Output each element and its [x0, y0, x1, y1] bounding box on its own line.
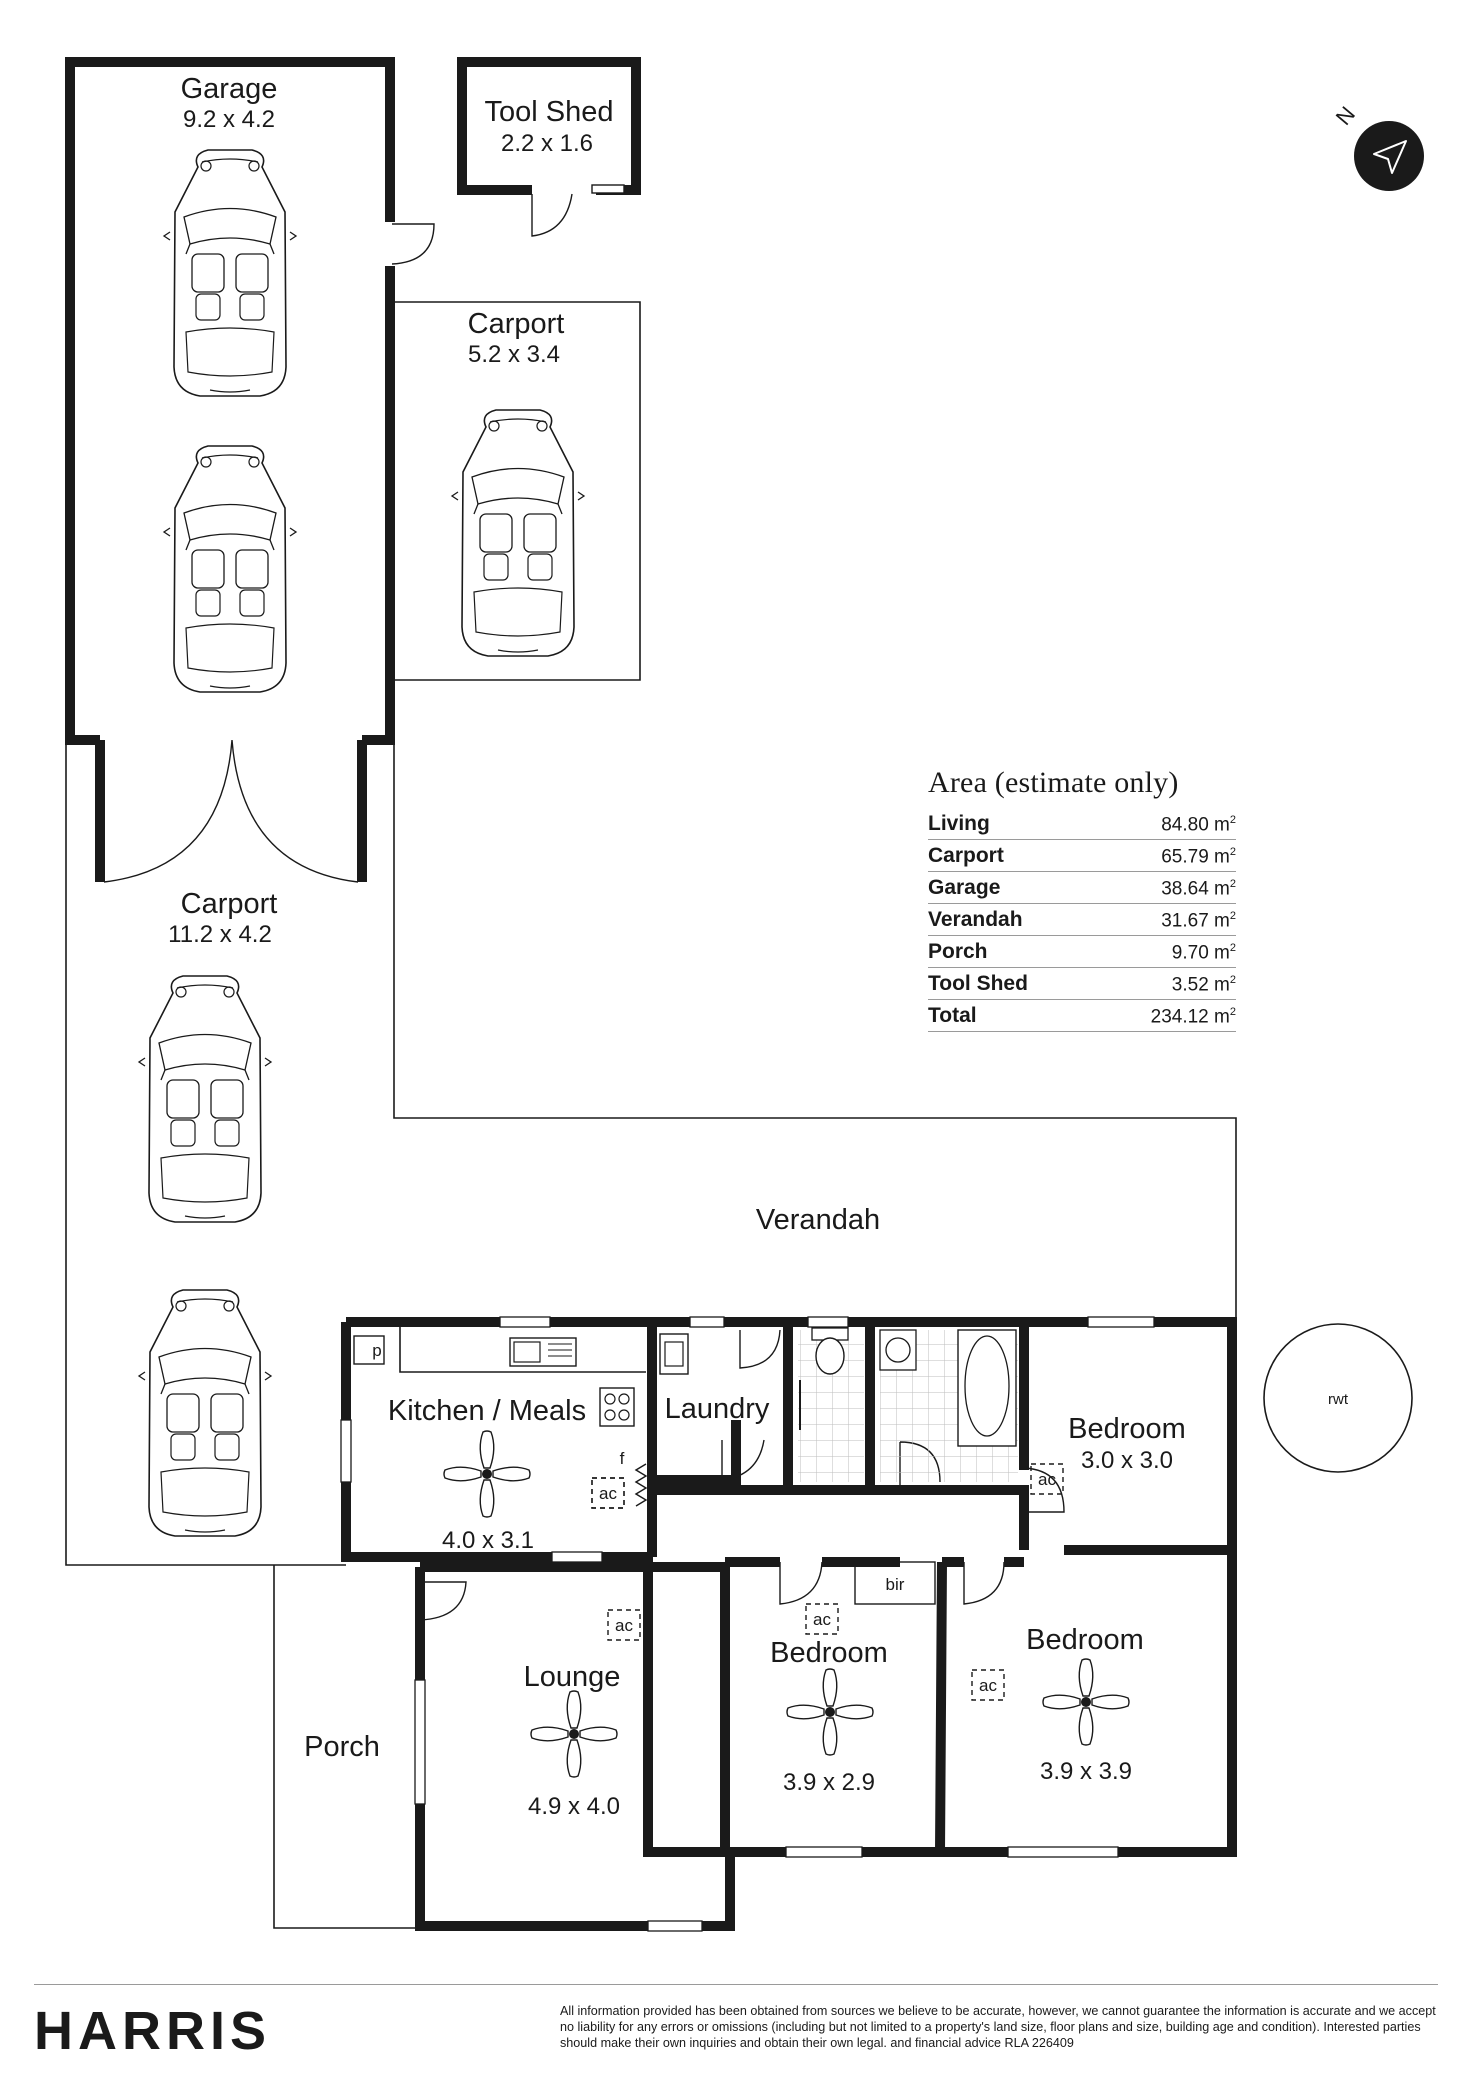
area-row-living: [928, 808, 1236, 840]
area-row-name: Porch: [928, 940, 988, 963]
ceiling-fan-icon: [1043, 1659, 1129, 1745]
bedroom-1-name: Bedroom: [1068, 1413, 1186, 1445]
area-row-garage: [928, 872, 1236, 904]
area-row-name: Garage: [928, 876, 1001, 899]
footer-divider: [34, 1984, 1438, 1985]
ceiling-fan-icon: [531, 1691, 617, 1777]
bedroom-1-dims: 3.0 x 3.0: [1080, 1447, 1174, 1474]
area-row-porch: [928, 936, 1236, 968]
kitchen-dims: 4.0 x 3.1: [441, 1527, 535, 1554]
compass-icon: [1354, 121, 1424, 191]
area-row-name: Verandah: [928, 908, 1023, 931]
area-row-tool-shed: [928, 968, 1236, 1000]
area-row-value: 234.12 $m^2$: [1150, 1005, 1236, 1027]
area-row-name: Carport: [928, 844, 1004, 867]
garage-side-door: [392, 224, 434, 264]
car-icon: [139, 1290, 271, 1536]
ac-label: ac: [979, 1676, 997, 1695]
carport-small-dims: 5.2 x 3.4: [467, 341, 561, 368]
ac-label: ac: [615, 1616, 633, 1635]
carport-small-name: Carport: [467, 308, 565, 340]
ac-label: ac: [1038, 1470, 1056, 1489]
porch-name: Porch: [304, 1731, 380, 1763]
disclaimer-text: All information provided has been obtained from sources we believe to be accurate, however, we cannot guarantee the information is accurate and we accept no liability for any errors or omissions (including but not limited to a property's land size, floor plans and size, building age and condition). Interested parties should make their own inquiries and obtain their own legal. and financial advice RLA 226409: [560, 2004, 1436, 2050]
area-table-title: Area (estimate only): [928, 766, 1179, 799]
garage-door: [104, 740, 358, 882]
lounge-name: Lounge: [523, 1661, 621, 1693]
car-icon: [139, 976, 271, 1222]
area-row-value: 84.80 $m^2$: [1161, 813, 1236, 835]
bedroom-3-dims: 3.9 x 3.9: [1039, 1758, 1133, 1785]
bir-label: bir: [885, 1575, 905, 1594]
area-row-value: 3.52 $m^2$: [1171, 973, 1236, 995]
bedroom-3-name: Bedroom: [1026, 1624, 1144, 1656]
ac-label: ac: [599, 1484, 617, 1503]
laundry-name: Laundry: [664, 1393, 770, 1425]
lounge-dims: 4.9 x 4.0: [527, 1793, 621, 1820]
ceiling-fan-icon: [787, 1669, 873, 1755]
area-row-value: 9.70 $m^2$: [1171, 941, 1236, 963]
area-row-value: 38.64 $m^2$: [1161, 877, 1236, 899]
area-row-value: 65.79 $m^2$: [1161, 845, 1236, 867]
area-row-name: Living: [928, 812, 990, 835]
verandah-name: Verandah: [755, 1204, 881, 1236]
carport-large-dims: 11.2 x 4.2: [168, 921, 272, 948]
area-row-name: Tool Shed: [928, 972, 1028, 995]
area-table: [928, 766, 1236, 1032]
compass: [1331, 102, 1424, 191]
area-row-carport: [928, 840, 1236, 872]
rwt-label: rwt: [1328, 1391, 1348, 1408]
garage-dims: 9.2 x 4.2: [182, 106, 276, 133]
area-row-total: [928, 1000, 1236, 1032]
area-row-verandah: [928, 904, 1236, 936]
garage-name: Garage: [180, 73, 278, 105]
ac-label: ac: [813, 1610, 831, 1629]
area-row-value: 31.67 $m^2$: [1161, 909, 1236, 931]
bedroom-2-dims: 3.9 x 2.9: [782, 1769, 876, 1796]
tool-shed-dims: 2.2 x 1.6: [500, 130, 594, 157]
fridge-label: f: [619, 1449, 625, 1468]
kitchen-name: Kitchen / Meals: [387, 1395, 587, 1427]
car-icon: [164, 446, 296, 692]
brand-logo: HARRIS: [34, 2001, 272, 2061]
area-row-name: Total: [928, 1004, 977, 1027]
car-icon: [452, 410, 584, 656]
pantry-label: p: [372, 1341, 382, 1360]
car-icon: [164, 150, 296, 396]
tool-shed-name: Tool Shed: [484, 96, 614, 128]
bedroom-2-name: Bedroom: [770, 1637, 888, 1669]
north-label: N: [1330, 101, 1361, 130]
carport-large-name: Carport: [180, 888, 278, 920]
ceiling-fan-icon: [444, 1431, 530, 1517]
